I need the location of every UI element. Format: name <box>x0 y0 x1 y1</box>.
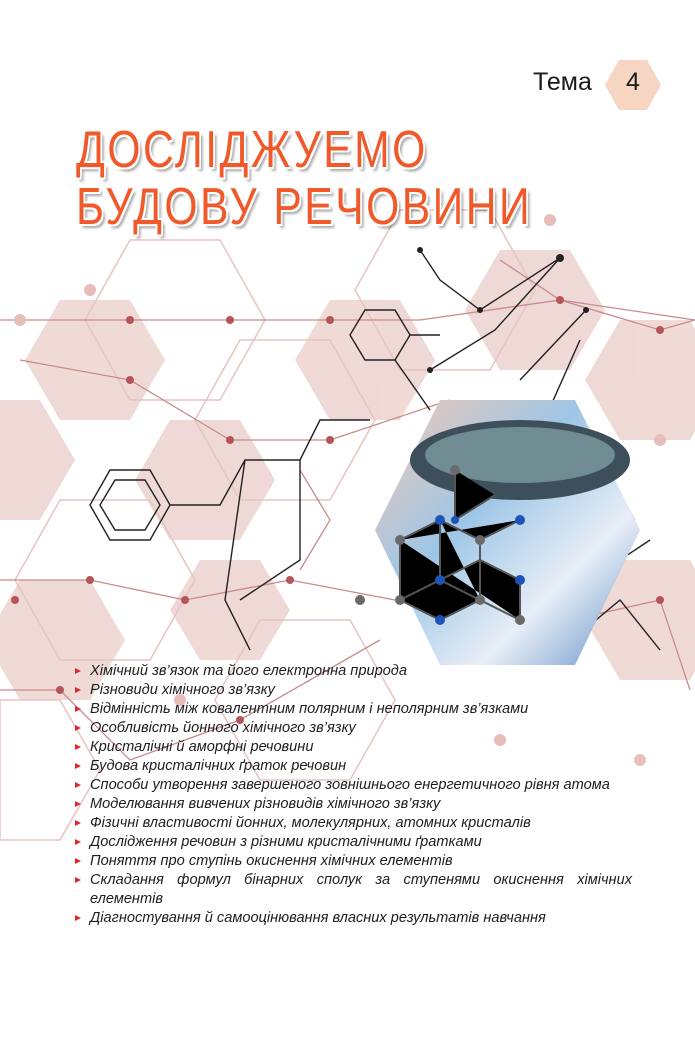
topic-text: Поняття про ступінь окиснення хімічних елементів <box>90 853 453 869</box>
chapter-title-line-1: ДОСЛІДЖУЕМО <box>76 121 428 179</box>
bullet-icon <box>75 782 81 788</box>
topic-text: Будова кристалічних ґраток речовин <box>90 758 347 774</box>
topic-text: Хімічний зв’язок та його електронна природа <box>90 663 407 679</box>
list-item <box>72 814 632 833</box>
bullet-icon <box>75 820 81 826</box>
topic-text: Дослідження речовин з різними кристалічними ґратками <box>90 834 482 850</box>
theme-number: 4 <box>626 68 640 96</box>
bullet-icon <box>75 801 81 807</box>
topic-text: Способи утворення завершеного зовнішнього енергетичного рівня атома <box>90 777 610 793</box>
list-item <box>72 833 632 852</box>
bullet-icon <box>75 839 81 845</box>
bullet-icon <box>75 915 81 921</box>
topic-text: Кристалічні й аморфні речовини <box>90 739 314 755</box>
topic-text: Складання формул бінарних сполук за ступенями окиснення хімічних елементів <box>90 872 632 907</box>
topic-text: Особливість йонного хімічного зв’язку <box>90 720 356 736</box>
bullet-icon <box>75 744 81 750</box>
topic-text: Діагностування й самооцінювання власних результатів навчання <box>90 910 546 926</box>
topics-list <box>72 662 632 928</box>
list-item <box>72 719 632 738</box>
chapter-title-line-2: БУДОВУ РЕЧОВИНИ <box>76 178 533 236</box>
topic-text: Різновиди хімічного зв’язку <box>90 682 275 698</box>
topic-text: Фізичні властивості йонних, молекулярних, атомних кристалів <box>90 815 531 831</box>
topic-text: Відмінність між ковалентним полярним і неполярним зв’язками <box>90 701 529 717</box>
theme-label: Тема <box>533 68 592 96</box>
list-item <box>72 871 632 909</box>
topic-text: Моделювання вивчених різновидів хімічного зв’язку <box>90 796 441 812</box>
bullet-icon <box>75 687 81 693</box>
bullet-icon <box>75 763 81 769</box>
list-item <box>72 909 632 928</box>
list-item <box>72 738 632 757</box>
bullet-icon <box>75 725 81 731</box>
list-item <box>72 662 632 681</box>
bullet-icon <box>75 877 81 883</box>
list-item <box>72 852 632 871</box>
list-item <box>72 681 632 700</box>
list-item <box>72 776 632 795</box>
list-item <box>72 700 632 719</box>
bullet-icon <box>75 858 81 864</box>
bullet-icon <box>75 706 81 712</box>
list-item <box>72 757 632 776</box>
list-item <box>72 795 632 814</box>
bullet-icon <box>75 668 81 674</box>
